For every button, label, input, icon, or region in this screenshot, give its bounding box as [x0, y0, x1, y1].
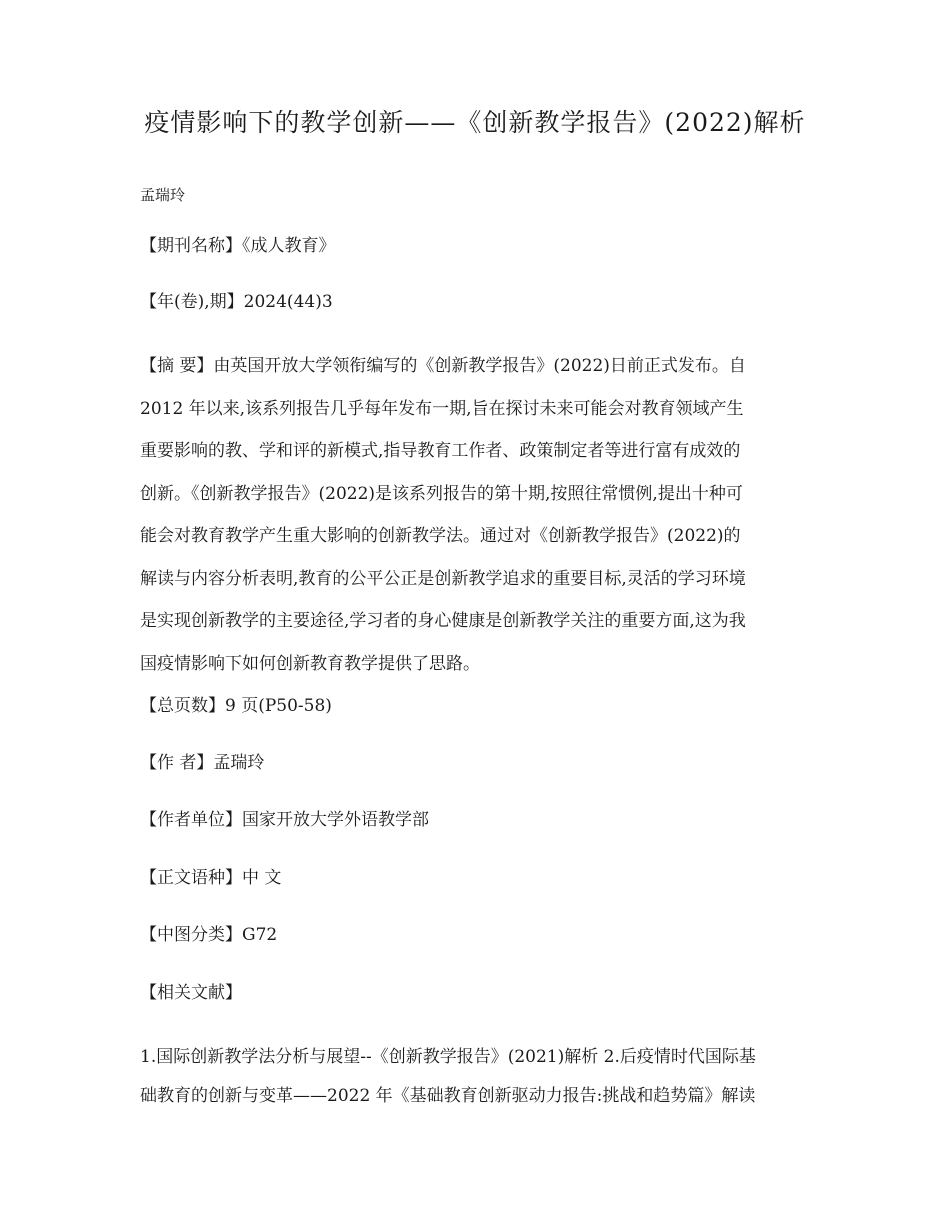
abstract-line: 重要影响的教、学和评的新模式,指导教育工作者、政策制定者等进行富有成效的 — [140, 441, 741, 461]
abstract-line: 能会对教育教学产生重大影响的创新教学法。通过对《创新教学报告》(2022)的 — [140, 526, 741, 546]
abstract-line: 创新。《创新教学报告》(2022)是该系列报告的第十期,按照往常惯例,提出十种可 — [140, 483, 743, 504]
volume-issue-field: 【年(卷),期】2024(44)3 — [140, 292, 333, 312]
related-literature-list — [140, 1038, 820, 1116]
related-literature-line: 1.国际创新教学法分析与展望--《创新教学报告》(2021)解析 2.后疫情时代国际基 — [140, 1047, 756, 1067]
journal-name-field: 【期刊名称】《成人教育》 — [140, 236, 336, 256]
abstract-line: 是实现创新教学的主要途径,学习者的身心健康是创新教学关注的重要方面,这为我 — [140, 611, 746, 631]
related-literature-heading: 【相关文献】 — [140, 983, 242, 1003]
abstract-line: 【摘 要】由英国开放大学领衔编写的《创新教学报告》(2022)日前正式发布。自 — [140, 356, 746, 376]
abstract-line: 国疫情影响下如何创新教育教学提供了思路。 — [140, 653, 480, 674]
related-literature-line: 础教育的创新与变革——2022 年《基础教育创新驱动力报告:挑战和趋势篇》解读 — [140, 1086, 756, 1106]
author-field: 【作 者】孟瑞玲 — [140, 753, 265, 773]
total-pages-field: 【总页数】9 页(P50-58) — [140, 696, 332, 716]
language-field: 【正文语种】中 文 — [140, 868, 282, 888]
article-title: 疫情影响下的教学创新——《创新教学报告》(2022)解析 — [144, 108, 806, 137]
abstract-line: 解读与内容分析表明,教育的公平公正是创新教学追求的重要目标,灵活的学习环境 — [140, 568, 746, 589]
classification-field: 【中图分类】G72 — [140, 925, 278, 945]
author-name: 孟瑞玲 — [140, 186, 186, 204]
affiliation-field: 【作者单位】国家开放大学外语教学部 — [140, 810, 429, 830]
abstract-block — [140, 345, 820, 685]
abstract-line: 2012 年以来,该系列报告几乎每年发布一期,旨在探讨未来可能会对教育领域产生 — [140, 398, 744, 419]
